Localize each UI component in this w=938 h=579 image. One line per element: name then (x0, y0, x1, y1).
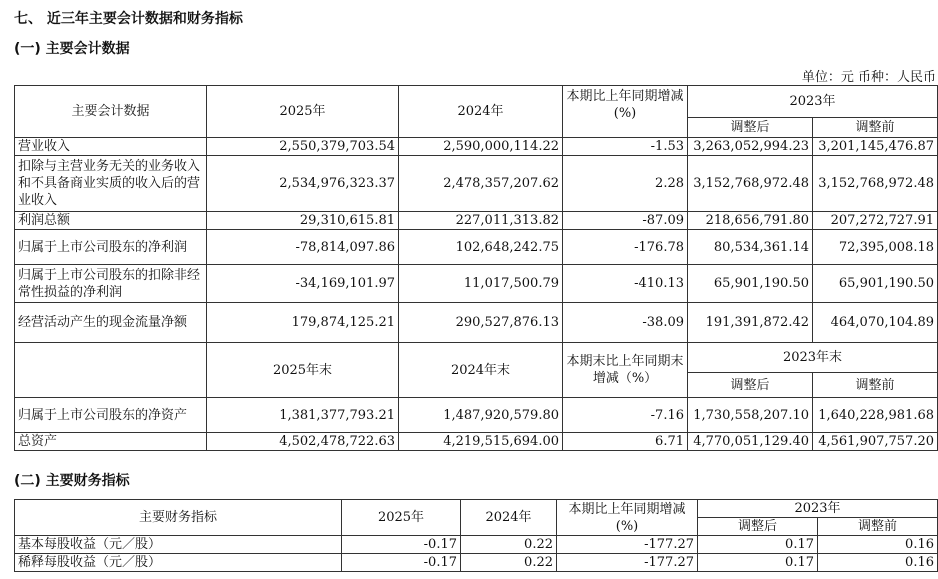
table-row (15, 156, 938, 212)
header-adjusted: 调整后 (688, 118, 813, 138)
cell-change-pct: 6.71 (563, 433, 688, 451)
cell-value-2025: -0.17 (342, 536, 461, 554)
header-adjusted: 调整后 (688, 373, 813, 398)
cell-value-2025: 1,381,377,793.21 (207, 398, 399, 433)
cell-item: 基本每股收益（元／股） (15, 536, 342, 554)
cell-value-2023-before: 3,201,145,476.87 (813, 138, 938, 156)
table-row (15, 230, 938, 265)
cell-value-2023-before: 0.16 (818, 554, 938, 572)
table-row (15, 536, 938, 554)
cell-value-2023-before: 3,152,768,972.48 (813, 156, 938, 212)
cell-value-2023-adjusted: 4,770,051,129.40 (688, 433, 813, 451)
cell-item: 总资产 (15, 433, 207, 451)
cell-change-pct: -410.13 (563, 265, 688, 303)
subsection-title-accounting-data: (一) 主要会计数据 (14, 41, 130, 57)
cell-value-2024: 290,527,876.13 (399, 303, 563, 343)
cell-item: 利润总额 (15, 212, 207, 230)
cell-item: 归属于上市公司股东的净资产 (15, 398, 207, 433)
cell-value-2023-before: 0.16 (818, 536, 938, 554)
header-2024: 2024年 (399, 86, 563, 138)
cell-value-2025: 2,534,976,323.37 (207, 156, 399, 212)
header-2023-end: 2023年末 (688, 343, 938, 373)
cell-value-2023-before: 65,901,190.50 (813, 265, 938, 303)
cell-value-2023-adjusted: 65,901,190.50 (688, 265, 813, 303)
cell-item: 归属于上市公司股东的扣除非经常性损益的净利润 (15, 265, 207, 303)
cell-value-2023-before: 72,395,008.18 (813, 230, 938, 265)
table-subheader-row (15, 343, 938, 373)
cell-value-2025: -34,169,101.97 (207, 265, 399, 303)
header-before-adjustment: 调整前 (818, 518, 938, 536)
cell-change-pct: -1.53 (563, 138, 688, 156)
header-change: 本期比上年同期增减(%) (557, 500, 698, 536)
cell-item: 营业收入 (15, 138, 207, 156)
header-2024-end: 2024年末 (399, 343, 563, 398)
cell-value-2025: -0.17 (342, 554, 461, 572)
header-before-adjustment: 调整前 (813, 373, 938, 398)
cell-change-pct: -177.27 (557, 536, 698, 554)
table-row (15, 303, 938, 343)
cell-value-2025: 179,874,125.21 (207, 303, 399, 343)
header-item: 主要财务指标 (15, 500, 342, 536)
header-2025: 2025年 (342, 500, 461, 536)
cell-change-pct: -7.16 (563, 398, 688, 433)
cell-value-2024: 227,011,313.82 (399, 212, 563, 230)
cell-value-2025: 29,310,615.81 (207, 212, 399, 230)
header-before-adjustment: 调整前 (813, 118, 938, 138)
cell-value-2023-adjusted: 0.17 (698, 554, 818, 572)
header-2024: 2024年 (461, 500, 557, 536)
cell-value-2025: 2,550,379,703.54 (207, 138, 399, 156)
cell-change-pct: -176.78 (563, 230, 688, 265)
cell-value-2023-before: 464,070,104.89 (813, 303, 938, 343)
header-change-end: 本期末比上年同期末增减（%） (563, 343, 688, 398)
cell-value-2024: 2,478,357,207.62 (399, 156, 563, 212)
cell-value-2024: 2,590,000,114.22 (399, 138, 563, 156)
unit-currency-note: 单位：元 币种：人民币 (801, 70, 936, 85)
cell-value-2023-before: 1,640,228,981.68 (813, 398, 938, 433)
cell-item: 归属于上市公司股东的净利润 (15, 230, 207, 265)
header-2023: 2023年 (688, 86, 938, 118)
header-2025: 2025年 (207, 86, 399, 138)
cell-change-pct: -38.09 (563, 303, 688, 343)
cell-value-2024: 0.22 (461, 554, 557, 572)
header-2023: 2023年 (698, 500, 938, 518)
table-row (15, 138, 938, 156)
subsection-title-financial-indicators: (二) 主要财务指标 (14, 473, 130, 489)
cell-value-2025: 4,502,478,722.63 (207, 433, 399, 451)
cell-value-2024: 4,219,515,694.00 (399, 433, 563, 451)
table-row (15, 554, 938, 572)
cell-value-2024: 1,487,920,579.80 (399, 398, 563, 433)
cell-value-2023-adjusted: 3,152,768,972.48 (688, 156, 813, 212)
header-item: 主要会计数据 (15, 86, 207, 138)
table-row (15, 398, 938, 433)
header-change: 本期比上年同期增减(%) (563, 86, 688, 138)
cell-value-2024: 102,648,242.75 (399, 230, 563, 265)
section-title: 七、 近三年主要会计数据和财务指标 (14, 11, 243, 27)
cell-value-2023-adjusted: 0.17 (698, 536, 818, 554)
main-accounting-data-table (14, 85, 938, 451)
main-financial-indicators-table (14, 499, 938, 572)
cell-value-2023-before: 207,272,727.91 (813, 212, 938, 230)
cell-value-2023-before: 4,561,907,757.20 (813, 433, 938, 451)
cell-change-pct: -87.09 (563, 212, 688, 230)
cell-item: 稀释每股收益（元／股） (15, 554, 342, 572)
table-row (15, 433, 938, 451)
cell-value-2024: 11,017,500.79 (399, 265, 563, 303)
cell-item: 经营活动产生的现金流量净额 (15, 303, 207, 343)
cell-value-2023-adjusted: 191,391,872.42 (688, 303, 813, 343)
cell-change-pct: -177.27 (557, 554, 698, 572)
cell-value-2023-adjusted: 80,534,361.14 (688, 230, 813, 265)
table-row (15, 212, 938, 230)
cell-value-2023-adjusted: 218,656,791.80 (688, 212, 813, 230)
header-empty (15, 343, 207, 398)
cell-item: 扣除与主营业务无关的业务收入和不具备商业实质的收入后的营业收入 (15, 156, 207, 212)
cell-value-2023-adjusted: 1,730,558,207.10 (688, 398, 813, 433)
header-adjusted: 调整后 (698, 518, 818, 536)
cell-value-2023-adjusted: 3,263,052,994.23 (688, 138, 813, 156)
header-2025-end: 2025年末 (207, 343, 399, 398)
cell-value-2024: 0.22 (461, 536, 557, 554)
cell-change-pct: 2.28 (563, 156, 688, 212)
table-row (15, 265, 938, 303)
cell-value-2025: -78,814,097.86 (207, 230, 399, 265)
